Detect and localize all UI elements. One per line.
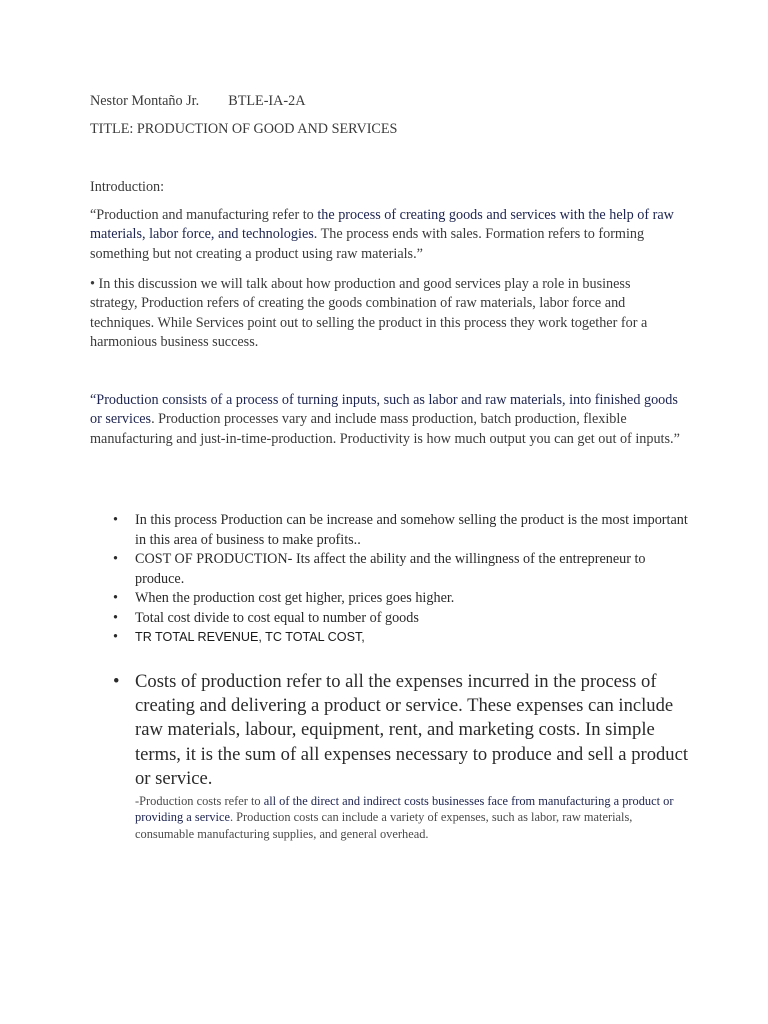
list-item: • When the production cost get higher, prices goes higher. bbox=[108, 589, 688, 609]
list-item: • COST OF PRODUCTION- Its affect the ability and the willingness of the entrepreneur to produce. bbox=[113, 551, 646, 587]
section-code: BTLE-IA-2A bbox=[228, 93, 306, 109]
author-name: Nestor Montaño Jr. bbox=[90, 93, 200, 109]
list-item bbox=[108, 670, 688, 842]
intro-quote bbox=[90, 206, 680, 264]
list-item: • Total cost divide to cost equal to number of goods bbox=[108, 609, 688, 629]
bullet-icon: • bbox=[113, 609, 118, 626]
intro-heading: Introduction: bbox=[90, 179, 165, 195]
production-quote bbox=[90, 391, 685, 449]
bullet-icon: • bbox=[113, 551, 118, 567]
costs-sub-highlight: all of the direct and indirect costs businesses face from manufacturing a product or providing a service bbox=[135, 794, 674, 825]
author-line bbox=[90, 92, 305, 111]
intro-quote-highlight: the process of creating goods and services with the help of raw materials, labor force, and technologies bbox=[90, 207, 674, 243]
bullet-icon: • bbox=[113, 629, 118, 645]
bullet-icon: • bbox=[113, 671, 120, 692]
document-title: TITLE: PRODUCTION OF GOOD AND SERVICES bbox=[90, 121, 398, 137]
costs-sub-paragraph: -Production costs refer to all of the direct and indirect costs businesses face from manufacturing a product or providing a service. Production costs can include a variety of expenses, such as labor, raw materials, consumable manufacturing supplies, and general overhead. bbox=[135, 794, 674, 841]
costs-main-text: Costs of production refer to all the expenses incurred in the process of creating and delivering a product or service. These expenses can include raw materials, labour, equipment, rent, and marketing costs. In simple terms, it is the sum of all expenses necessary to produce and sell a product or service. bbox=[135, 671, 689, 789]
costs-list bbox=[108, 670, 688, 842]
intro-quote-end: . The process ends with sales. Formation refers to forming something but not creating a product using raw materials.” bbox=[90, 226, 645, 262]
list-item: • In this process Production can be increase and somehow selling the product is the most important in this area of business to make profits.. bbox=[113, 512, 688, 548]
intro-paragraph: • In this discussion we will talk about how production and good services play a role in business strategy, Production refers of creating the goods combination of raw materials, labor force and techniques. While Services point out to selling the product in this process they work together for a harmonious business success. bbox=[90, 276, 648, 350]
intro-quote-start: “Production and manufacturing refer to bbox=[90, 207, 318, 223]
list-item: • TR TOTAL REVENUE, TC TOTAL COST, bbox=[108, 628, 688, 648]
production-quote-end: . Production processes vary and include mass production, batch production, flexible manufacturing and just-in-time-production. Productivity is how much output you can get out of inputs.” bbox=[90, 411, 680, 447]
bullet-icon: • bbox=[113, 512, 118, 528]
bullet-list bbox=[108, 511, 688, 648]
bullet-icon: • bbox=[113, 590, 118, 606]
production-quote-highlight: “Production consists of a process of turning inputs, such as labor and raw materials, into finished goods or services bbox=[90, 392, 678, 428]
